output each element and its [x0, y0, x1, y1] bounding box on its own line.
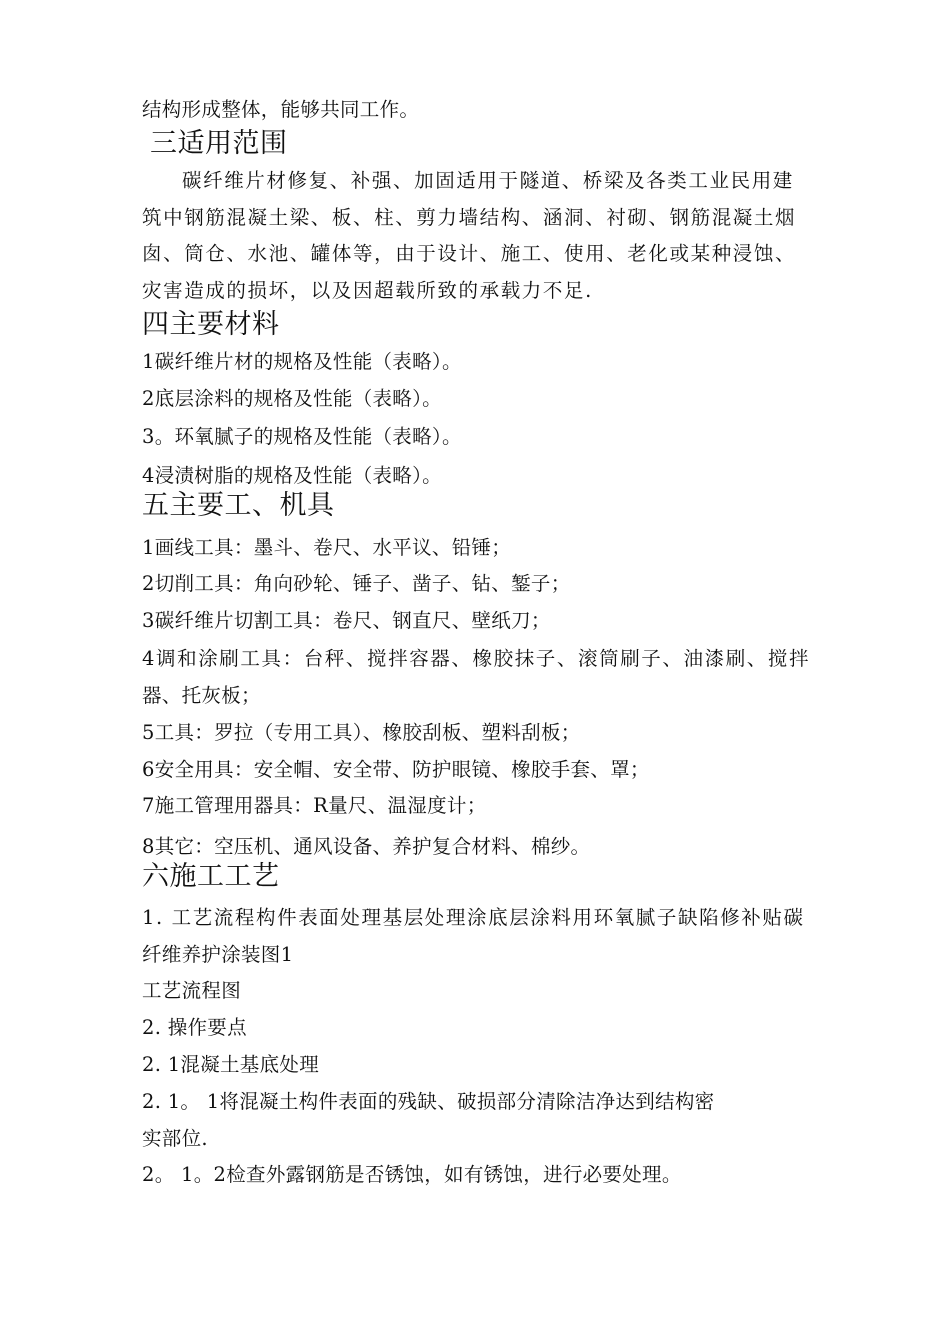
list-item: 4调和涂刷工具：台秤、搅拌容器、橡胶抹子、滚筒刷子、油漆刷、搅拌: [142, 647, 811, 670]
section-heading-process: 六施工工艺: [142, 861, 280, 892]
paragraph-line: 2。 1。2检查外露钢筋是否锈蚀，如有锈蚀，进行必要处理。: [142, 1163, 682, 1186]
list-item: 1画线工具：墨斗、卷尺、水平议、铅锤；: [142, 536, 512, 559]
list-item: 1碳纤维片材的规格及性能（表略）。: [142, 350, 462, 373]
list-item: 6安全用具：安全帽、安全带、防护眼镜、橡胶手套、罩；: [142, 758, 650, 781]
subsection-heading: 2. 操作要点: [142, 1016, 247, 1039]
subsection-heading: 2. 1混凝土基底处理: [142, 1053, 320, 1076]
list-item: 4浸渍树脂的规格及性能（表略）。: [142, 464, 442, 487]
figure-caption: 工艺流程图: [142, 979, 242, 1002]
list-item: 8其它：空压机、通风设备、养护复合材料、棉纱。: [142, 835, 591, 858]
list-item: 7施工管理用器具：R量尺、温湿度计；: [142, 794, 487, 817]
list-item: 5工具：罗拉（专用工具）、橡胶刮板、塑料刮板；: [142, 721, 581, 744]
list-item: 3。环氧腻子的规格及性能（表略）。: [142, 425, 462, 448]
paragraph-line: 囱、筒仓、水池、罐体等，由于设计、施工、使用、老化或某种浸蚀、: [142, 242, 797, 265]
paragraph-line: 纤维养护涂装图1: [142, 943, 294, 966]
paragraph-line: 筑中钢筋混凝土梁、板、柱、剪力墙结构、涵洞、衬砌、钢筋混凝土烟: [142, 206, 797, 229]
section-heading-materials: 四主要材料: [142, 309, 280, 340]
paragraph-line: 灾害造成的损坏，以及因超载所致的承载力不足.: [142, 279, 593, 302]
paragraph-line: 碳纤维片材修复、补强、加固适用于隧道、桥梁及各类工业民用建: [182, 169, 794, 192]
paragraph-line: 1. 工艺流程构件表面处理基层处理涂底层涂料用环氧腻子缺陷修补贴碳: [142, 906, 805, 929]
paragraph-line: 实部位.: [142, 1127, 208, 1150]
list-item: 2切削工具：角向砂轮、锤子、凿子、钻、錾子；: [142, 572, 571, 595]
list-item: 3碳纤维片切割工具：卷尺、钢直尺、壁纸刀；: [142, 609, 551, 632]
section-heading-scope: 三适用范围: [150, 128, 288, 159]
list-item: 2底层涂料的规格及性能（表略）。: [142, 387, 442, 410]
paragraph-line: 2. 1。 1将混凝土构件表面的残缺、破损部分清除洁净达到结构密: [142, 1090, 715, 1113]
list-item: 器、托灰板；: [142, 684, 261, 707]
section-heading-tools: 五主要工、机具: [142, 490, 335, 521]
paragraph-line: 结构形成整体，能够共同工作。: [142, 98, 420, 121]
